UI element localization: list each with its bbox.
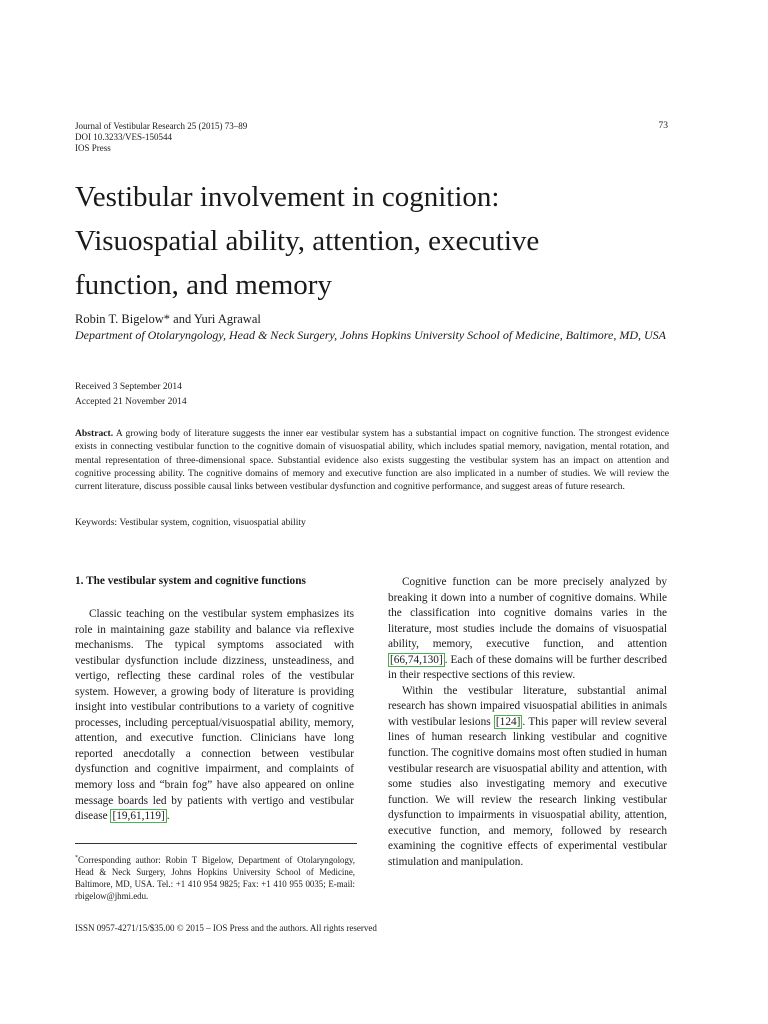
- citation-link[interactable]: [124]: [495, 715, 521, 728]
- footnote-text: Corresponding author: Robin T Bigelow, Department of Otolaryngology, Head & Neck Surgery, Johns Hopkins University School of Medicine, Baltimore, MD, USA. Tel.: +1 410 954 9825; Fax: +1 410 955 0035; E-mail: rbigelow@jhmi.edu.: [75, 854, 355, 901]
- footnote: [75, 852, 355, 902]
- paragraph-3-end: . This paper will review several lines of human research linking vestibular and cognitive function. The cognitive domains most often studied in human vestibular research are visuospatial ability and attention, with some studies also investigating memory and executive function. We will review the research linking vestibular dysfunction to impairments in visuospatial ability, attention, executive function, and memory, followed by research examining the cognitive effects of experimental vestibular stimulation and manipulation.: [388, 715, 667, 868]
- citation-link[interactable]: [66,74,130]: [390, 653, 443, 666]
- authors: Robin T. Bigelow* and Yuri Agrawal: [75, 312, 261, 326]
- paragraph-2-end: . Each of these domains will be further described in their respective sections of this review.: [388, 653, 667, 682]
- paragraph-1: [75, 607, 354, 825]
- paragraph-3: [388, 684, 667, 871]
- citation-link[interactable]: [19,61,119]: [112, 810, 165, 823]
- affiliation: Department of Otolaryngology, Head & Neck Surgery, Johns Hopkins University School of Medicine, Baltimore, MD, USA: [75, 328, 666, 342]
- keywords: Keywords: Vestibular system, cognition, visuospatial ability: [75, 517, 306, 528]
- article-dates: [75, 380, 187, 410]
- title-line-1: Vestibular involvement in cognition:: [75, 181, 500, 213]
- paragraph-1-end: .: [166, 810, 170, 823]
- received-date: Received 3 September 2014: [75, 382, 182, 392]
- title-line-3: function, and memory: [75, 269, 332, 301]
- left-column: [75, 607, 354, 825]
- paragraph-1-text: Classic teaching on the vestibular system emphasizes its role in maintaining gaze stability and balance via reflexive mechanisms. The typical symptoms associated with vestibular dysfunction include dizziness, unsteadiness, and vertigo, reflecting these cardinal roles of the vestibular system. However, a growing body of literature is providing insight into vestibular contributions to a variety of cognitive processes, including perceptual/visuospatial ability, memory, attention, and executive function. Clinicians have long reported anecdotally a connection between vestibular dysfunction and cognitive impairment, and complaints of memory loss and “brain fog” have also appeared on online message boards led by patients with vertigo and vestibular disease: [75, 608, 354, 823]
- section-heading: 1. The vestibular system and cognitive functions: [75, 575, 306, 587]
- paragraph-2-text: Cognitive function can be more precisely analyzed by breaking it down into a number of cognitive domains. While the classification into cognitive domains varies in the literature, most studies include the domains of visuospatial ability, memory, executive function, and attention: [388, 576, 667, 651]
- abstract-label: Abstract.: [75, 428, 114, 439]
- right-column: [388, 575, 667, 870]
- footnote-rule: [75, 843, 357, 844]
- abstract: [75, 427, 669, 493]
- article-title: [75, 175, 685, 307]
- paragraph-3-text: Within the vestibular literature, substantial animal research has shown impaired visuospatial abilities in animals with vestibular lesions: [388, 684, 667, 728]
- title-line-2: Visuospatial ability, attention, executive: [75, 225, 540, 257]
- publisher: IOS Press: [75, 143, 111, 153]
- abstract-text: A growing body of literature suggests the inner ear vestibular system has a substantial impact on cognitive function. The strongest evidence exists in connecting vestibular function to the cognitive domain of visuospatial ability, which includes spatial memory, navigation, mental rotation, and mental representation of three-dimensional space. Substantial evidence also exists suggesting the vestibular system has an impact on attention and cognitive processing ability. The cognitive domains of memory and executive function are also implicated in a number of studies. We will review the current literature, discuss possible causal links between vestibular dysfunction and cognitive performance, and suggest areas of future research.: [75, 428, 669, 493]
- doi: DOI 10.3233/VES-150544: [75, 132, 172, 142]
- issn-copyright: ISSN 0957-4271/15/$35.00 © 2015 – IOS Press and the authors. All rights reserved: [75, 923, 377, 933]
- journal-header: [75, 121, 247, 154]
- page-number: 73: [658, 121, 668, 131]
- paragraph-2: [388, 575, 667, 684]
- footnote-marker: *: [75, 855, 78, 861]
- accepted-date: Accepted 21 November 2014: [75, 397, 187, 407]
- journal-citation: Journal of Vestibular Research 25 (2015) 73–89: [75, 121, 248, 131]
